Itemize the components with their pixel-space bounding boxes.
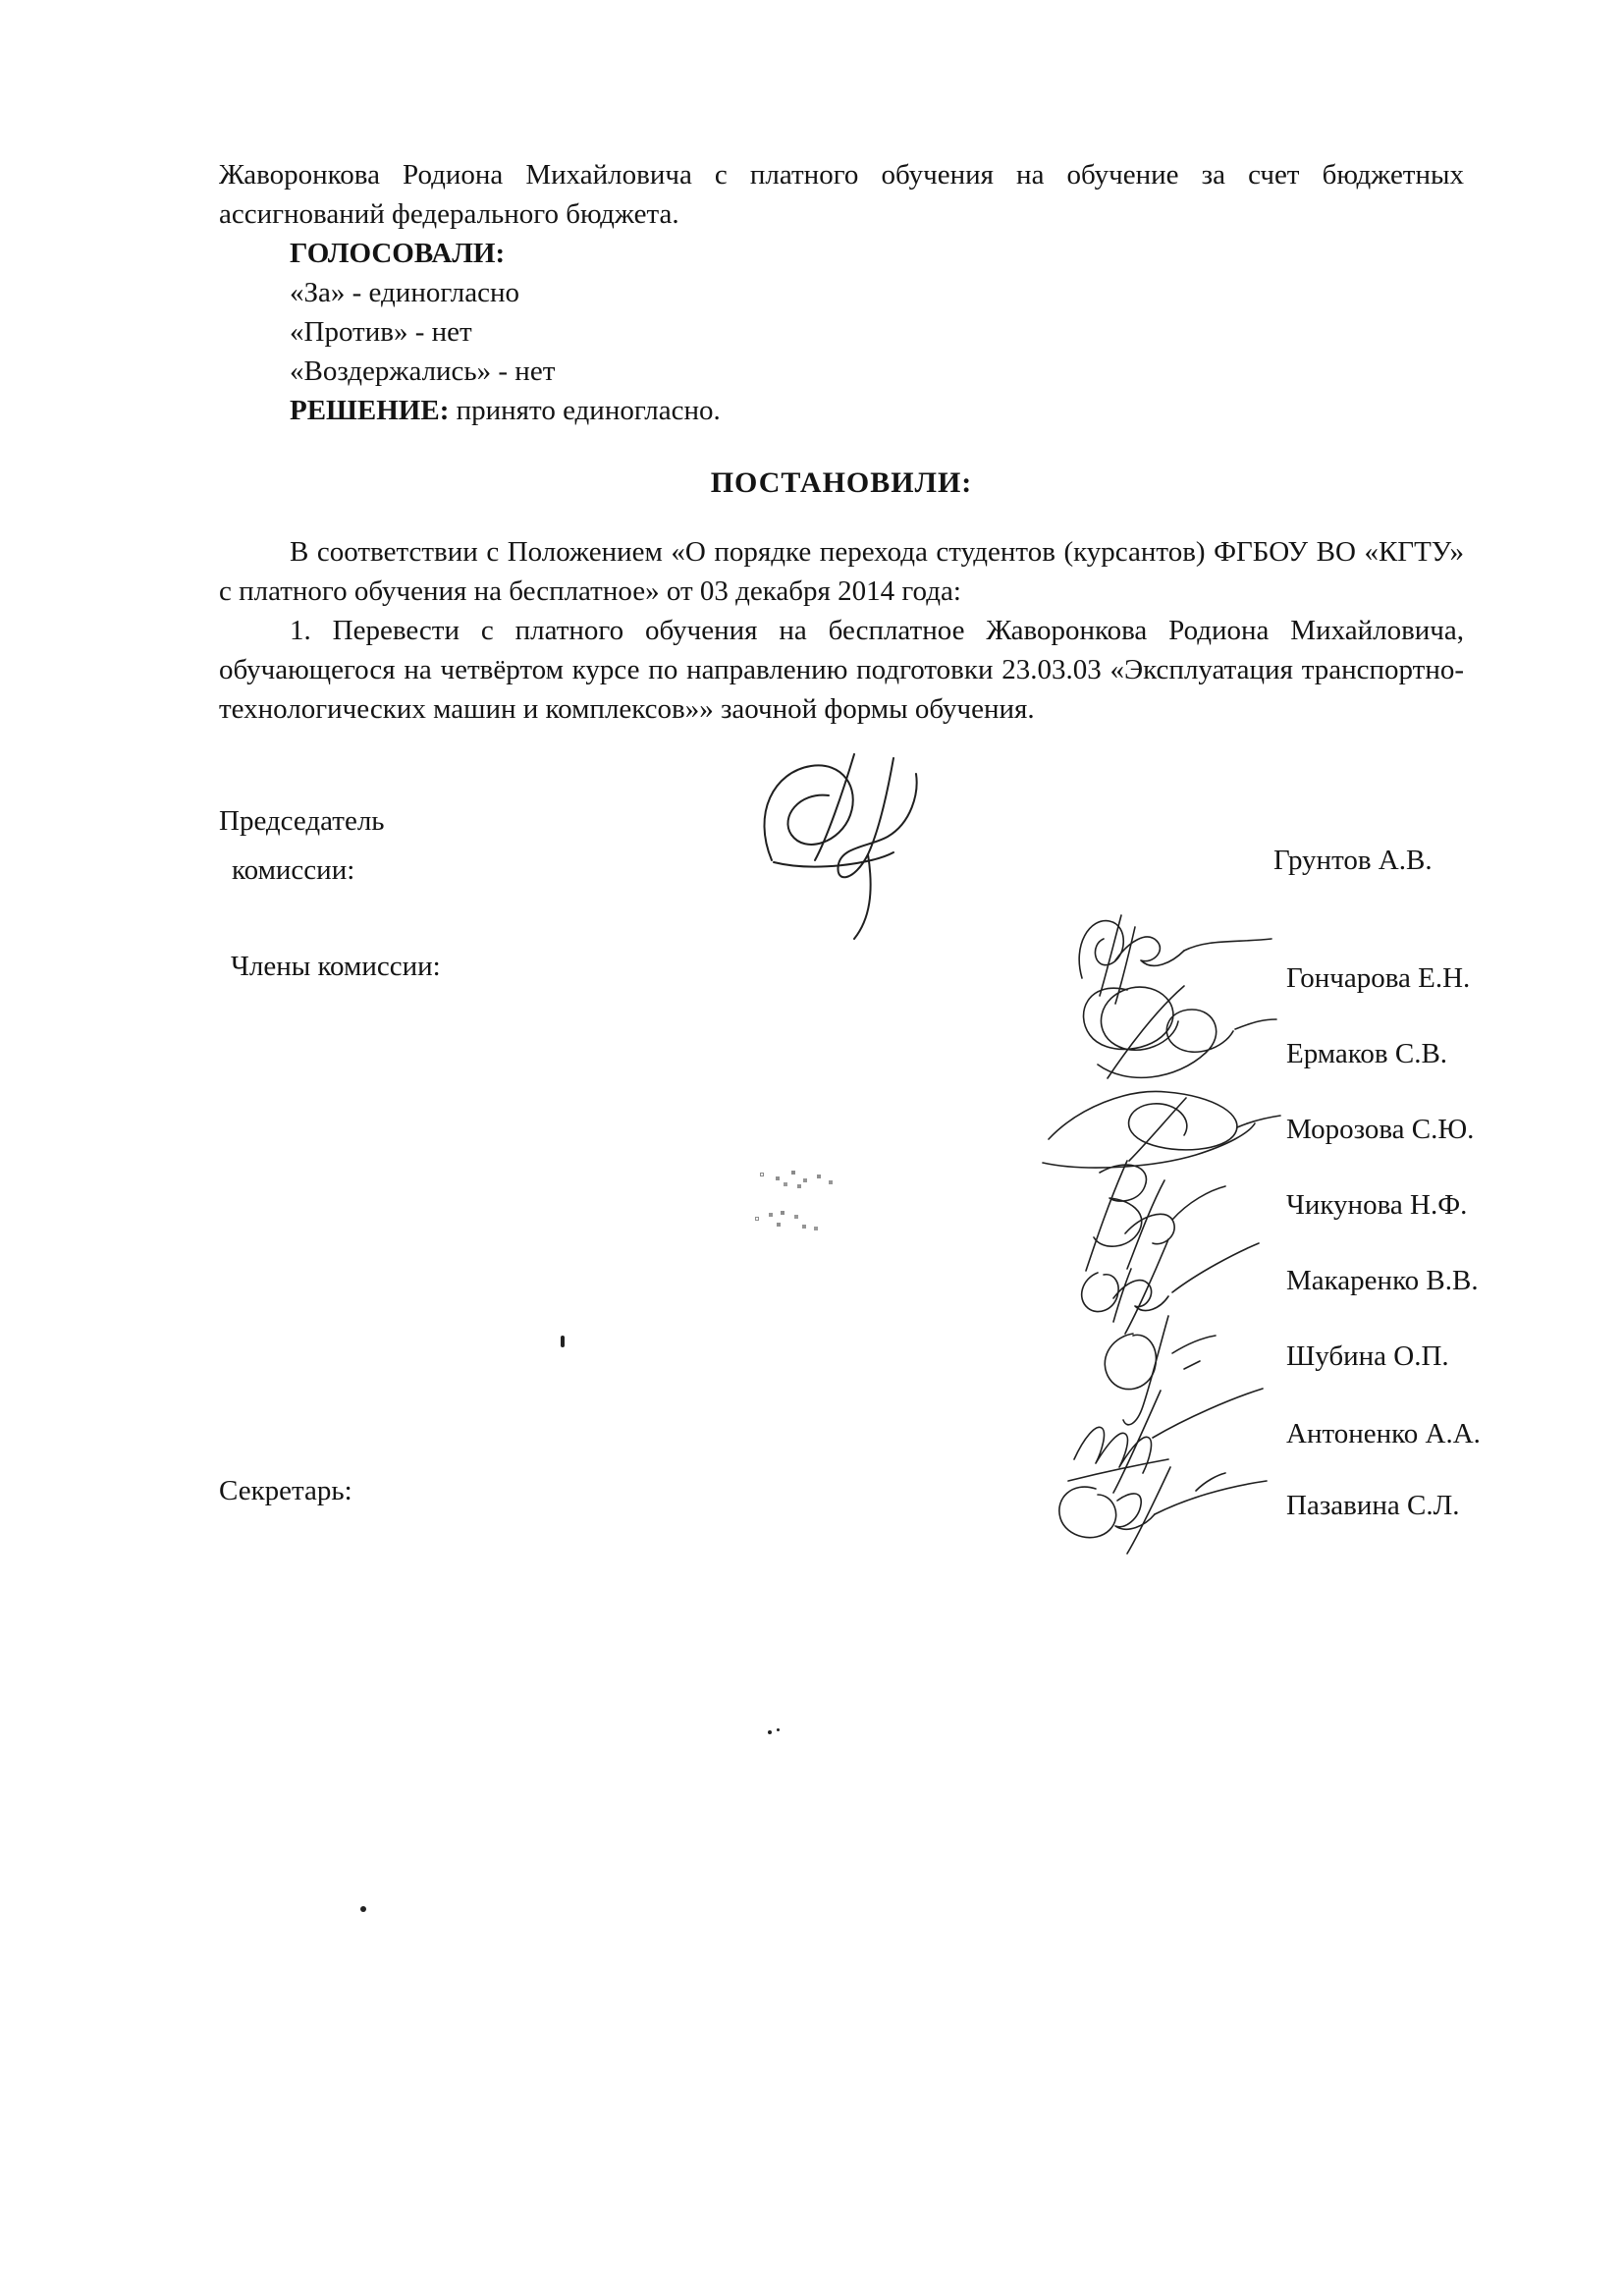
- vote-for-line: «За» - единогласно: [290, 277, 519, 308]
- signatory-name: Гончарова Е.Н.: [1286, 962, 1471, 994]
- signatory-name: Чикунова Н.Ф.: [1286, 1189, 1468, 1221]
- scan-noise-cluster: [761, 1174, 763, 1175]
- chairman-label-line1: Председатель: [219, 805, 385, 837]
- signatory-name: Ермаков С.В.: [1286, 1038, 1448, 1069]
- vote-against-line: «Против» - нет: [290, 316, 472, 348]
- scan-noise-cluster: [756, 1218, 758, 1220]
- chairman-name: Грунтов А.В.: [1273, 845, 1433, 876]
- chairman-signature-image: [744, 744, 975, 946]
- members-label: Члены комиссии:: [231, 951, 441, 982]
- secretary-label: Секретарь:: [219, 1475, 352, 1506]
- voting-section: [219, 234, 1464, 430]
- decision-line: [290, 391, 1464, 430]
- signatory-name: Пазавина С.Л.: [1286, 1490, 1460, 1521]
- scan-artifact-mark: [561, 1336, 565, 1347]
- signatory-name: Морозова С.Ю.: [1286, 1114, 1475, 1145]
- voting-heading: ГОЛОСОВАЛИ:: [290, 238, 506, 269]
- decision-text: принято единогласно.: [456, 395, 721, 426]
- signatory-name: Макаренко В.В.: [1286, 1265, 1479, 1296]
- resolved-heading: ПОСТАНОВИЛИ:: [710, 466, 973, 499]
- signatory-name: Шубина О.П.: [1286, 1340, 1449, 1372]
- basis-paragraph: В соответствии с Положением «О порядке перехода студентов (курсантов) ФГБОУ ВО «КГТУ» с платного обучения на бесплатное» от 03 декабря 2014 года:: [219, 536, 1464, 607]
- decision-label: РЕШЕНИЕ:: [290, 395, 450, 426]
- signatory-name: Антоненко А.А.: [1286, 1418, 1481, 1449]
- vote-abstained-line: «Воздержались» - нет: [290, 355, 556, 387]
- chairman-label-line2: комиссии:: [232, 854, 355, 886]
- scan-artifact-dot: [768, 1730, 772, 1734]
- scan-artifact-dot: [360, 1906, 366, 1912]
- scan-artifact-dot: [777, 1728, 780, 1731]
- secretary-signature-image-pazavina: [1049, 1451, 1276, 1561]
- intro-paragraph: Жаворонкова Родиона Михайловича с платного обучения на обучение за счет бюджетных ассигнований федерального бюджета.: [219, 159, 1464, 230]
- decision-paragraph: 1. Перевести с платного обучения на бесплатное Жаворонкова Родиона Михайловича, обучающегося на четвёртом курсе по направлению подготовки 23.03.03 «Эксплуатация транспортно-технологических машин и комплексов»» заочной формы обучения.: [219, 615, 1464, 725]
- document-body: [219, 155, 1464, 729]
